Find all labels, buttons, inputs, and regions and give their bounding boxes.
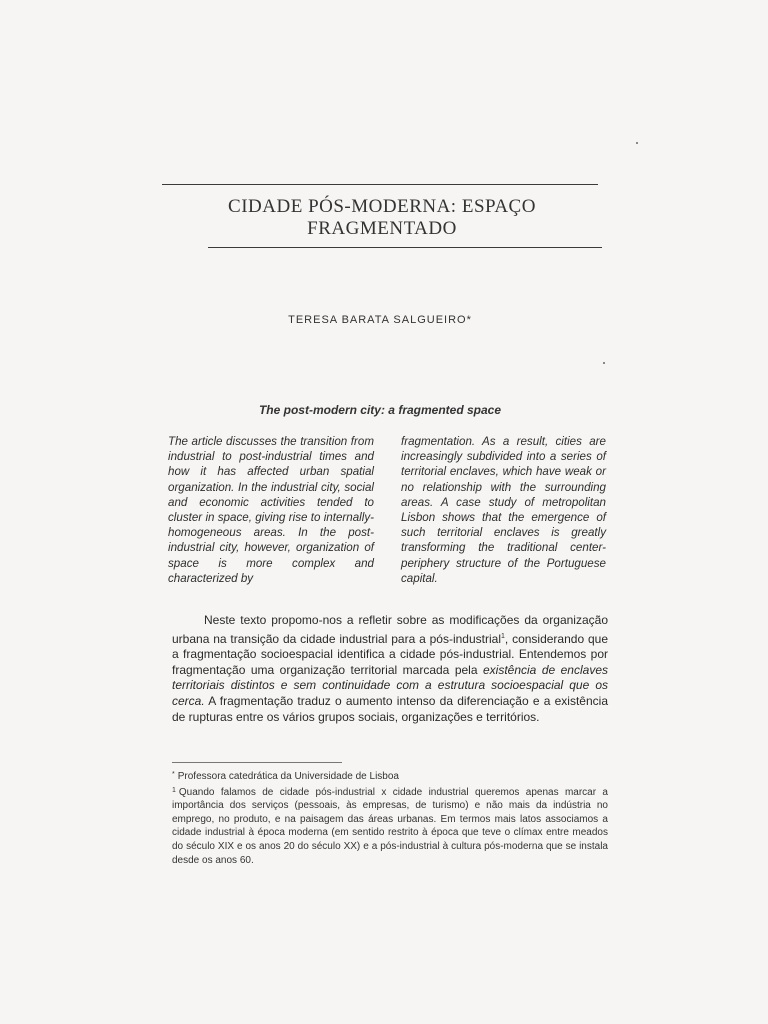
abstract-title: The post-modern city: a fragmented space xyxy=(258,403,502,417)
author-name: TERESA BARATA SALGUEIRO* xyxy=(288,314,472,326)
body-text-part-1: Neste texto propomo-nos a refletir sobre as modificações da organização urbana na transição da cidade industrial para a pós-industrial xyxy=(172,613,608,646)
title-line-2: FRAGMENTADO xyxy=(307,218,457,239)
footnote-star-mark: * xyxy=(172,771,175,778)
footnote-reference-1: 1 xyxy=(500,632,505,640)
scan-speck xyxy=(636,142,638,144)
footnotes xyxy=(172,768,608,867)
body-text-part-2: , considerando que a fragmentação socioespacial identifica a cidade pós-industrial. Entendemos por fragmentação uma organização territorial marcada pela xyxy=(172,631,608,677)
footnote-author xyxy=(172,768,608,784)
title-bottom-rule xyxy=(208,247,602,248)
body-paragraph xyxy=(172,613,608,725)
title-top-rule xyxy=(162,184,598,185)
footnote-1 xyxy=(172,784,608,868)
article-title xyxy=(162,196,602,240)
abstract-right-column: fragmentation. As a result, cities are increasingly subdivided into a series of territorial enclaves, which have weak or no relationship with the surrounding areas. A case study of metropolitan Lisbon shows that the emergence of such territorial enclaves is greatly transforming the traditional center-periphery structure of the Portuguese capital. xyxy=(401,435,606,585)
body-text-italic: existência de enclaves territoriais distintos e sem continuidade com a estrutura socioespacial que os cerca. xyxy=(172,662,608,708)
footnote-author-text: Professora catedrática da Universidade de Lisboa xyxy=(177,771,399,782)
body-text-part-3: A fragmentação traduz o aumento intenso da diferenciação e a existência de rupturas entre os vários grupos sociais, organizações e territórios. xyxy=(172,693,608,724)
footnote-1-text: Quando falamos de cidade pós-industrial x cidade industrial queremos apenas marcar a importância dos serviços (pessoais, às empresas, de turismo) e não mais da indústria no emprego, no produto, e na paisagem das áreas urbanas. Em termos mais latos associamos a cidade industrial à época moderna (em sentido restrito à época que teve o clímax entre meados do século XIX e os anos 20 do século XX) e a pós-industrial à cultura pós-moderna que se instala desde os anos 60. xyxy=(172,786,608,866)
footnote-1-mark: 1 xyxy=(172,786,176,794)
abstract-left-column: The article discusses the transition from industrial to post-industrial times and how it has affected urban spatial organization. In the industrial city, social and economic activities tended to cluster in space, giving rise to internally-homogeneous areas. In the post-industrial city, however, organization of space is more complex and characterized by xyxy=(168,435,374,585)
scan-speck xyxy=(603,362,605,364)
footnote-separator xyxy=(172,762,342,763)
title-line-1: CIDADE PÓS-MODERNA: ESPAÇO xyxy=(228,196,536,217)
